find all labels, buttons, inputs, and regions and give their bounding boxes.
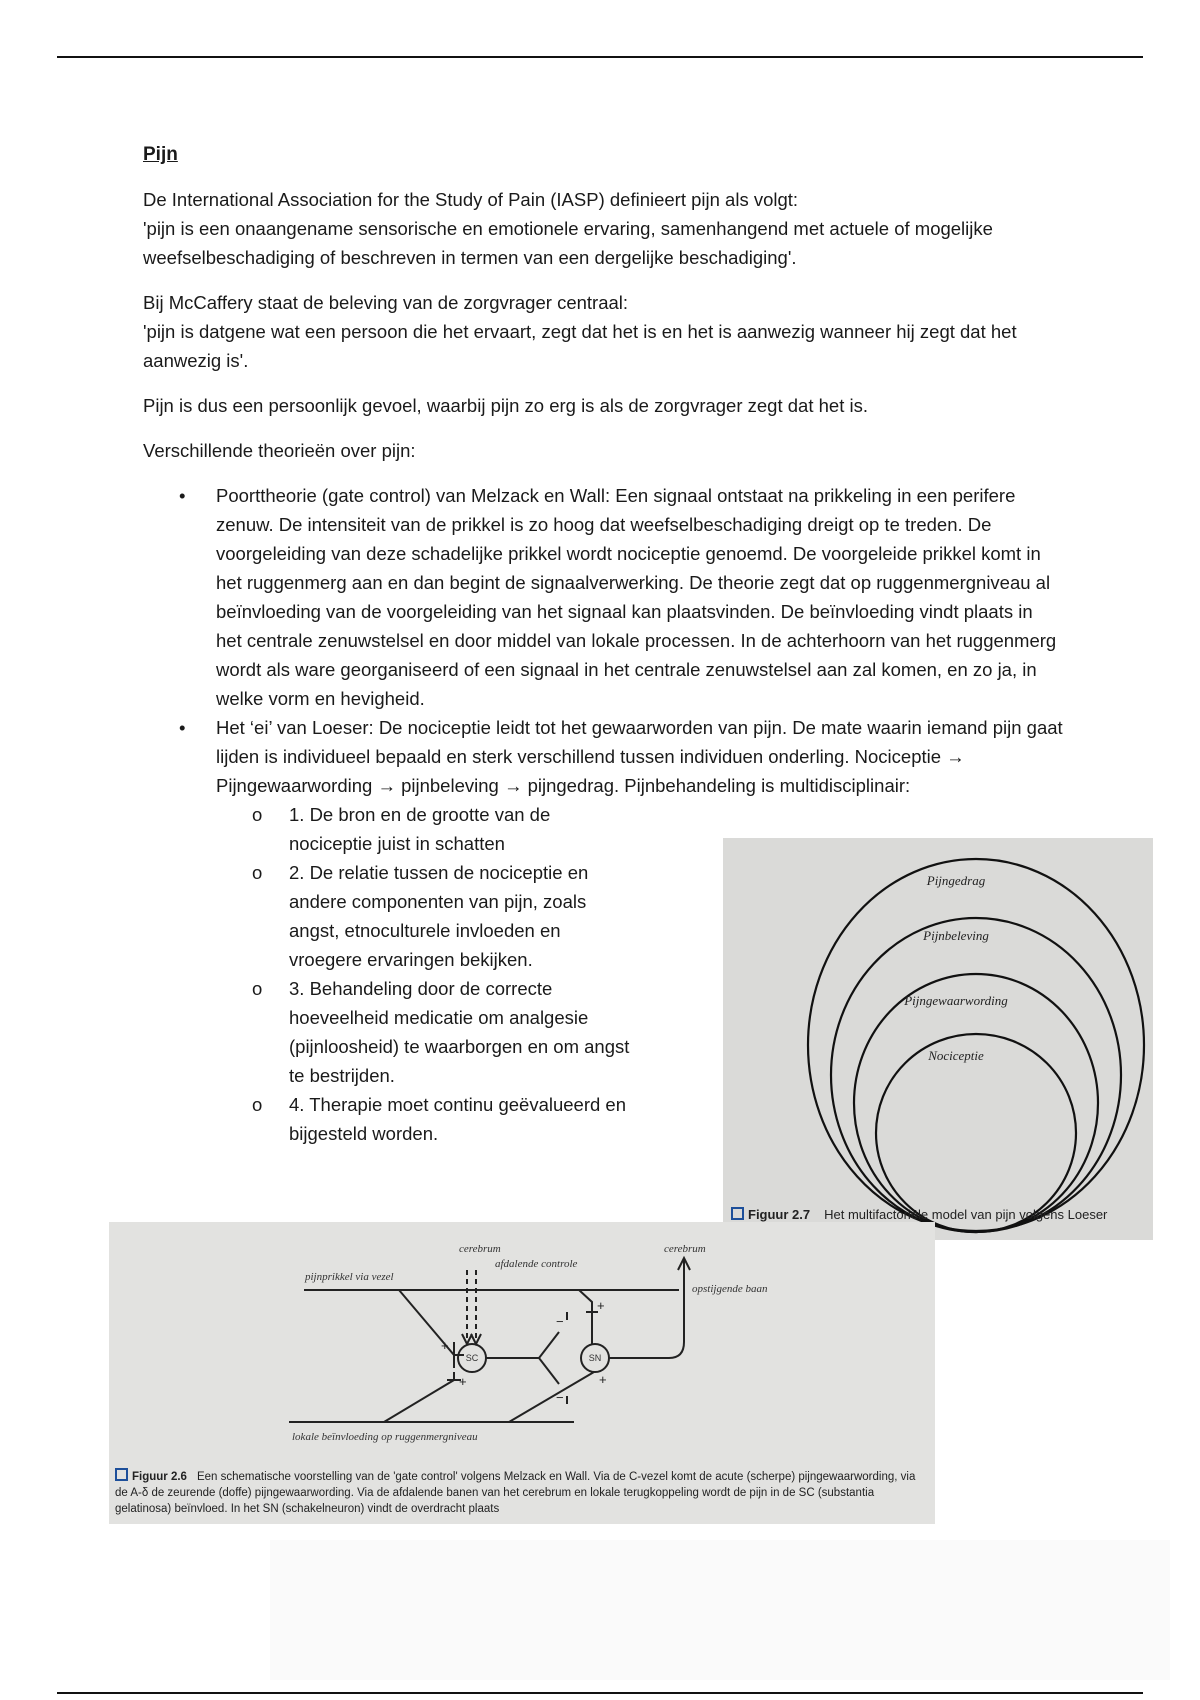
sub-bullet-icon: o — [252, 862, 263, 883]
layer-label-pijnbeleving: Pijnbeleving — [923, 928, 989, 943]
ellipse-pijngedrag — [808, 859, 1144, 1231]
bullet-icon: • — [179, 485, 186, 506]
ellipse-pijnbeleving — [831, 918, 1121, 1232]
gate-label-cerebrum-right: cerebrum — [664, 1243, 706, 1255]
theory-gate-control: Poorttheorie (gate control) van Melzack en Wall: Een signaal ontstaat na prikkeling in een perifere zenuw. De intensiteit van de prikkel is zo hoog dat weefselbeschadiging dreigt op te treden. De voorgeleiding van deze schadelijke prikkel wordt nociceptie genoemd. De voorgeleide prikkel komt in het ruggenmerg aan en dan begint de signaalverwerking. De theorie zegt dat op ruggenmergniveau al beïnvloeding van de voorgeleiding van het signaal kan plaatsvinden. De beïnvloeding vindt plaats in het centrale zenuwstelsel en door middel van lokale processen. In de achterhoorn van het ruggenmerg wordt als ware georganiseerd of een signaal in het centrale zenuwstelsel aan zal komen, en zo ja, in welke vorm en hevigheid. — [216, 485, 1057, 709]
gate-label-sc: SC — [465, 1353, 479, 1363]
step-4: 4. Therapie moet continu geëvalueerd en bijgesteld worden. — [289, 1094, 627, 1144]
page-title: Pijn — [143, 144, 178, 165]
figure-marker-icon — [731, 1207, 744, 1220]
multidisciplinary-list — [216, 800, 636, 1148]
list-item — [216, 974, 636, 1090]
list-item — [216, 800, 636, 858]
gate-minus-sign: − — [556, 1390, 564, 1405]
iasp-quote: 'pijn is een onaangename sensorische en emotionele ervaring, samenhangend met actuele of mogelijke weefselbeschadiging of beschreven in termen van een dergelijke beschadiging'. — [143, 218, 993, 268]
sub-bullet-icon: o — [252, 804, 263, 825]
header-rule — [57, 56, 1143, 58]
footer-rule — [57, 1692, 1143, 1694]
ellipse-pijngewaarwording — [854, 974, 1098, 1232]
gate-label-sn: SN — [588, 1353, 602, 1363]
gate-label-ascending: opstijgende baan — [692, 1283, 768, 1295]
figure-loeser-caption — [731, 1207, 1107, 1222]
layer-label-nociceptie: Nociceptie — [928, 1048, 984, 1063]
step-3: 3. Behandeling door de correcte hoeveelheid medicatie om analgesie (pijnloosheid) te waarborgen en om angst te bestrijden. — [289, 978, 630, 1086]
gate-plus-sign: + — [599, 1372, 607, 1387]
gate-label-descending: afdalende controle — [495, 1258, 578, 1270]
theories-intro: Verschillende theorieën over pijn: — [143, 440, 416, 461]
step-1: 1. De bron en de grootte van de nociceptie juist in schatten — [289, 804, 551, 854]
list-item — [216, 1090, 636, 1148]
gate-plus-sign: + — [459, 1374, 467, 1389]
gate-label-fiber: pijnprikkel via vezel — [305, 1271, 394, 1283]
sub-bullet-icon: o — [252, 978, 263, 999]
list-item — [143, 481, 1063, 713]
figure-gate-control — [109, 1222, 935, 1524]
faint-background-area — [270, 1540, 1170, 1680]
iasp-intro: De International Association for the Study of Pain (IASP) definieert pijn als volgt: — [143, 189, 799, 210]
mccaffery-paragraph — [143, 288, 1063, 375]
layer-label-pijngewaarwording: Pijngewaarwording — [904, 993, 1008, 1008]
figure-gate-label: Figuur 2.6 — [132, 1471, 187, 1483]
mccaffery-intro: Bij McCaffery staat de beleving van de zorgvrager centraal: — [143, 292, 629, 313]
figure-loeser-label: Figuur 2.7 — [748, 1207, 811, 1222]
mccaffery-quote: 'pijn is datgene wat een persoon die het ervaart, zegt dat het is en het is aanwezig wanneer hij zegt dat het aanwezig is'. — [143, 321, 1017, 371]
summary-paragraph: Pijn is dus een persoonlijk gevoel, waarbij pijn zo erg is als de zorgvrager zegt dat het is. — [143, 395, 868, 416]
layer-label-pijngedrag: Pijngedrag — [926, 873, 986, 888]
list-item — [216, 858, 636, 974]
figure-loeser-caption-text: Het multifactoriële model van pijn volgens Loeser — [824, 1207, 1108, 1222]
bullet-icon: • — [179, 717, 186, 738]
figure-gate-caption — [115, 1468, 930, 1517]
iasp-paragraph — [143, 185, 1063, 272]
loeser-diagram — [723, 838, 1153, 1240]
gate-label-cerebrum-left: cerebrum — [459, 1243, 501, 1255]
gate-minus-sign: − — [556, 1314, 564, 1329]
theory-loeser: Het ‘ei’ van Loeser: De nociceptie leidt tot het gewaarworden van pijn. De mate waarin iemand pijn gaat lijden is individueel bepaald en sterk verschillend tussen individuen onderling. Nociceptie → Pijngewaarwording → pijnbeleving → pijngedrag. Pijnbehandeling is multidisciplinair: — [216, 717, 1063, 796]
sub-bullet-icon: o — [252, 1094, 263, 1115]
step-2: 2. De relatie tussen de nociceptie en andere componenten van pijn, zoals angst, etnoculturele invloeden en vroegere ervaringen bekijken. — [289, 862, 589, 970]
figure-loeser — [723, 838, 1153, 1240]
gate-plus-sign: + — [597, 1298, 605, 1313]
gate-plus-sign: + — [441, 1338, 449, 1353]
figure-marker-icon — [115, 1468, 128, 1481]
ellipse-nociceptie — [876, 1034, 1076, 1232]
figure-gate-caption-text: Een schematische voorstelling van de 'gate control' volgens Melzack en Wall. Via de C-vezel komt de acute (scherpe) pijngewaarwording, via de A-δ de zeurende (doffe) pijngewaarwording. Via de afdalende banen van het cerebrum en lokale terugkoppeling wordt de pijn in de SC (substantia gelatinosa) beïnvloed. In het SN (schakelneuron) vindt de overdracht plaats — [115, 1471, 916, 1515]
gate-label-local: lokale beïnvloeding op ruggenmergniveau — [292, 1431, 478, 1443]
